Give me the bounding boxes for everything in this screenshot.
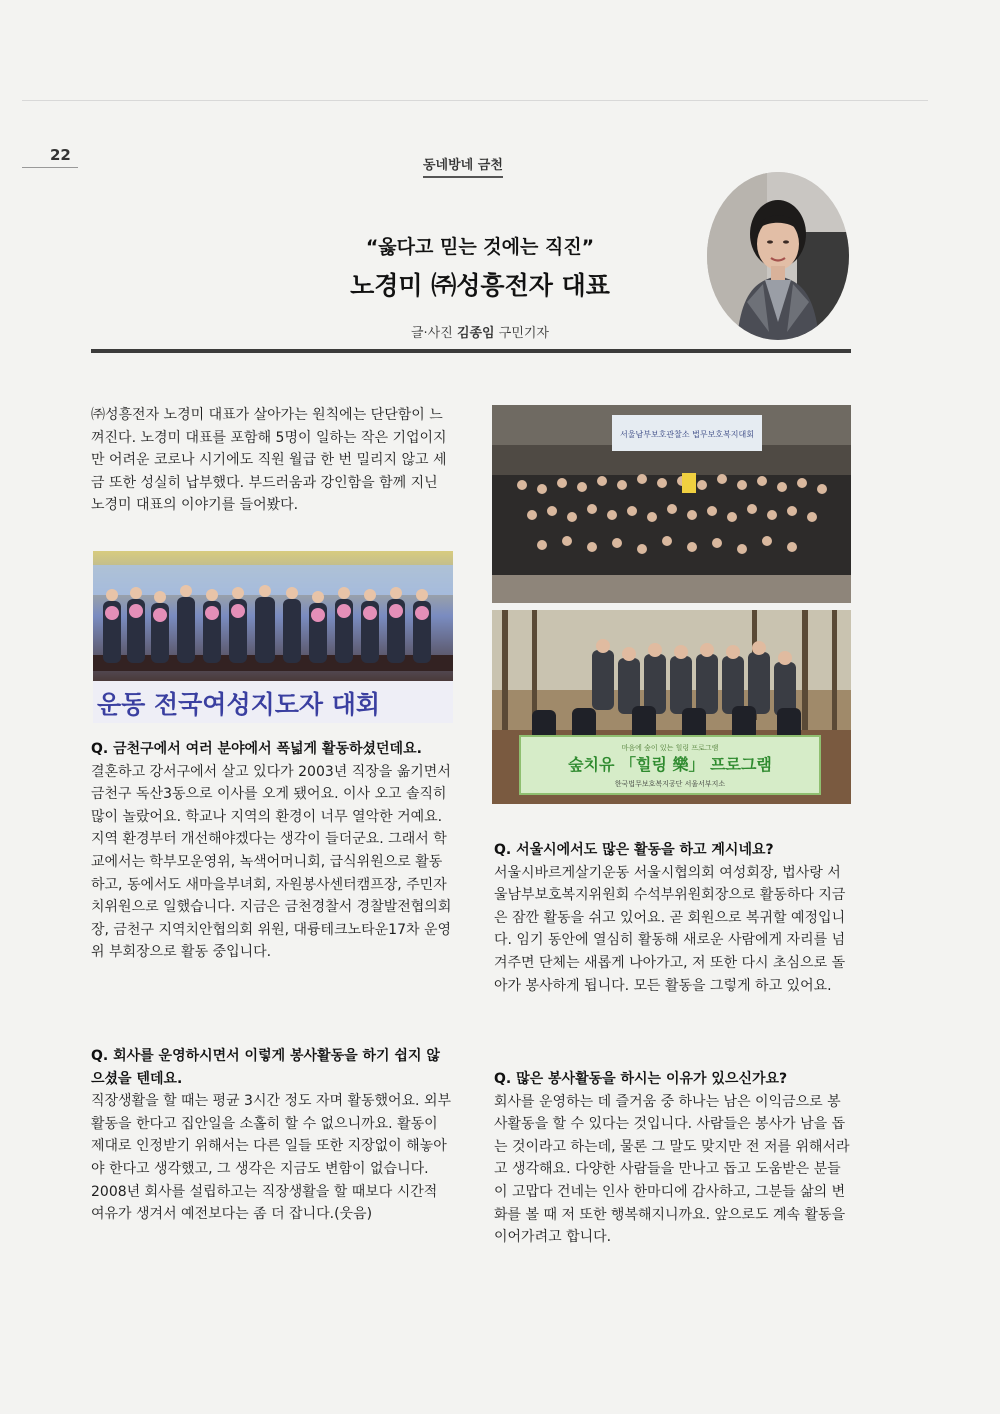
article-quote: “옳다고 믿는 것에는 직진” [365, 236, 595, 258]
stage-photo [93, 551, 453, 723]
qa-block-3 [494, 839, 852, 997]
group-indoor-illustration [492, 405, 851, 603]
stage-illustration [93, 551, 453, 723]
article-title: 노경미 ㈜성흥전자 대표 [350, 271, 610, 300]
answer-3: 서울시바르게살기운동 서울시협의회 여성회장, 법사랑 서울남부보호복지위원회 수석부위원회장으로 활동하다 지금은 잠깐 활동을 쉬고 있어요. 곧 회원으로 복귀할 예정입니다. 임기 동안에 열심히 활동해 새로운 사람에게 자리를 넘겨주면 단체는 새롭게 나아가고, 저 또한 다시 초심으로 돌아가 봉사하게 됩니다. 모든 활동을 그렇게 하고 있어요. [494, 864, 846, 994]
portrait-photo [707, 172, 849, 340]
forest-program-photo [492, 610, 851, 804]
intro-paragraph [91, 404, 453, 517]
section-label: 동네방네 금천 [423, 154, 503, 178]
byline-author: 김종임 [456, 326, 495, 341]
answer-2: 직장생활을 할 때는 평균 3시간 정도 자며 활동했어요. 외부 활동을 한다고 집안일을 소홀히 할 수 없으니까요. 활동이 제대로 인정받기 위해서는 다른 일들 또한 지장없이 해놓아야 한다고 생각했고, 그 생각은 지금도 변함이 없습니다. 2008년 회사를 설립하고는 직장생활을 할 때보다 시간적 여유가 생겨서 예전보다는 좀 더 잡니다.(웃음) [91, 1093, 452, 1223]
page-number-rule [22, 167, 78, 168]
forest-banner-org: 한국법무보호복지공단 서울서부지소 [614, 780, 726, 788]
question-4: Q. 많은 봉사활동을 하시는 이유가 있으신가요? [494, 1071, 788, 1087]
portrait-illustration [707, 172, 849, 340]
stage-banner-text: 운동 전국여성지도자 대회 [97, 690, 381, 719]
qa-block-4 [494, 1068, 852, 1249]
question-2: Q. 회사를 운영하시면서 이렇게 봉사활동을 하기 쉽지 않으셨을 텐데요. [91, 1048, 440, 1087]
group-indoor-photo [492, 405, 851, 603]
byline-role: 구민기자 [494, 326, 549, 341]
answer-4: 회사를 운영하는 데 즐거움 중 하나는 남은 이익금으로 봉사활동을 할 수 있다는 것입니다. 사람들은 봉사가 남을 돕는 것이라고 하는데, 물론 그 말도 맞지만 전 저를 위해서라고 생각해요. 다양한 사람들을 만나고 돕고 도움받은 분들이 고맙다 건네는 인사 한마디에 감사하고, 그분들 삶의 변화를 볼 때 저 또한 행복해지니까요. 앞으로도 계속 활동을 이어가려고 합니다. [494, 1093, 850, 1246]
forest-banner-title: 숲치유 「힐링 樂」 프로그램 [568, 755, 772, 774]
byline-prefix: 글·사진 [410, 326, 457, 341]
indoor-banner-text: 서울남부보호관찰소 법무보호복지대회 [620, 430, 754, 439]
qa-block-1 [91, 738, 453, 964]
question-3: Q. 서울시에서도 많은 활동을 하고 계시네요? [494, 842, 774, 858]
qa-block-2 [91, 1045, 453, 1226]
byline [300, 322, 660, 341]
forest-program-illustration [492, 610, 851, 804]
forest-banner-slogan: 마음에 숲이 있는 힐링 프로그램 [621, 744, 719, 752]
header-rule [91, 349, 851, 353]
top-rule [22, 100, 928, 101]
question-1: Q. 금천구에서 여러 분야에서 폭넓게 활동하셨던데요. [91, 741, 422, 757]
page-number: 22 [50, 146, 71, 164]
answer-1: 결혼하고 강서구에서 살고 있다가 2003년 직장을 옮기면서 금천구 독산3동으로 이사를 오게 됐어요. 이사 오고 솔직히 많이 놀랐어요. 학교나 지역의 환경이 너무 열악한 거예요. 지역 환경부터 개선해야겠다는 생각이 들더군요. 그래서 학교에서는 학부모운영위, 녹색어머니회, 급식위원으로 활동하고, 동에서도 새마을부녀회, 자원봉사센터캠프장, 주민자치위원으로 일했습니다. 지금은 금천경찰서 경찰발전협의회장, 금천구 지역치안협의회 위원, 대륭테크노타운17차 운영위 부회장으로 활동 중입니다. [91, 763, 452, 961]
intro-text: ㈜성흥전자 노경미 대표가 살아가는 원칙에는 단단함이 느껴진다. 노경미 대표를 포함해 5명이 일하는 작은 기업이지만 어려운 코로나 시기에도 직원 월급 한 번 밀리지 않고 세금 또한 성실히 납부했다. 부드러움과 강인함을 함께 지닌 노경미 대표의 이야기를 들어봤다. [91, 407, 447, 514]
